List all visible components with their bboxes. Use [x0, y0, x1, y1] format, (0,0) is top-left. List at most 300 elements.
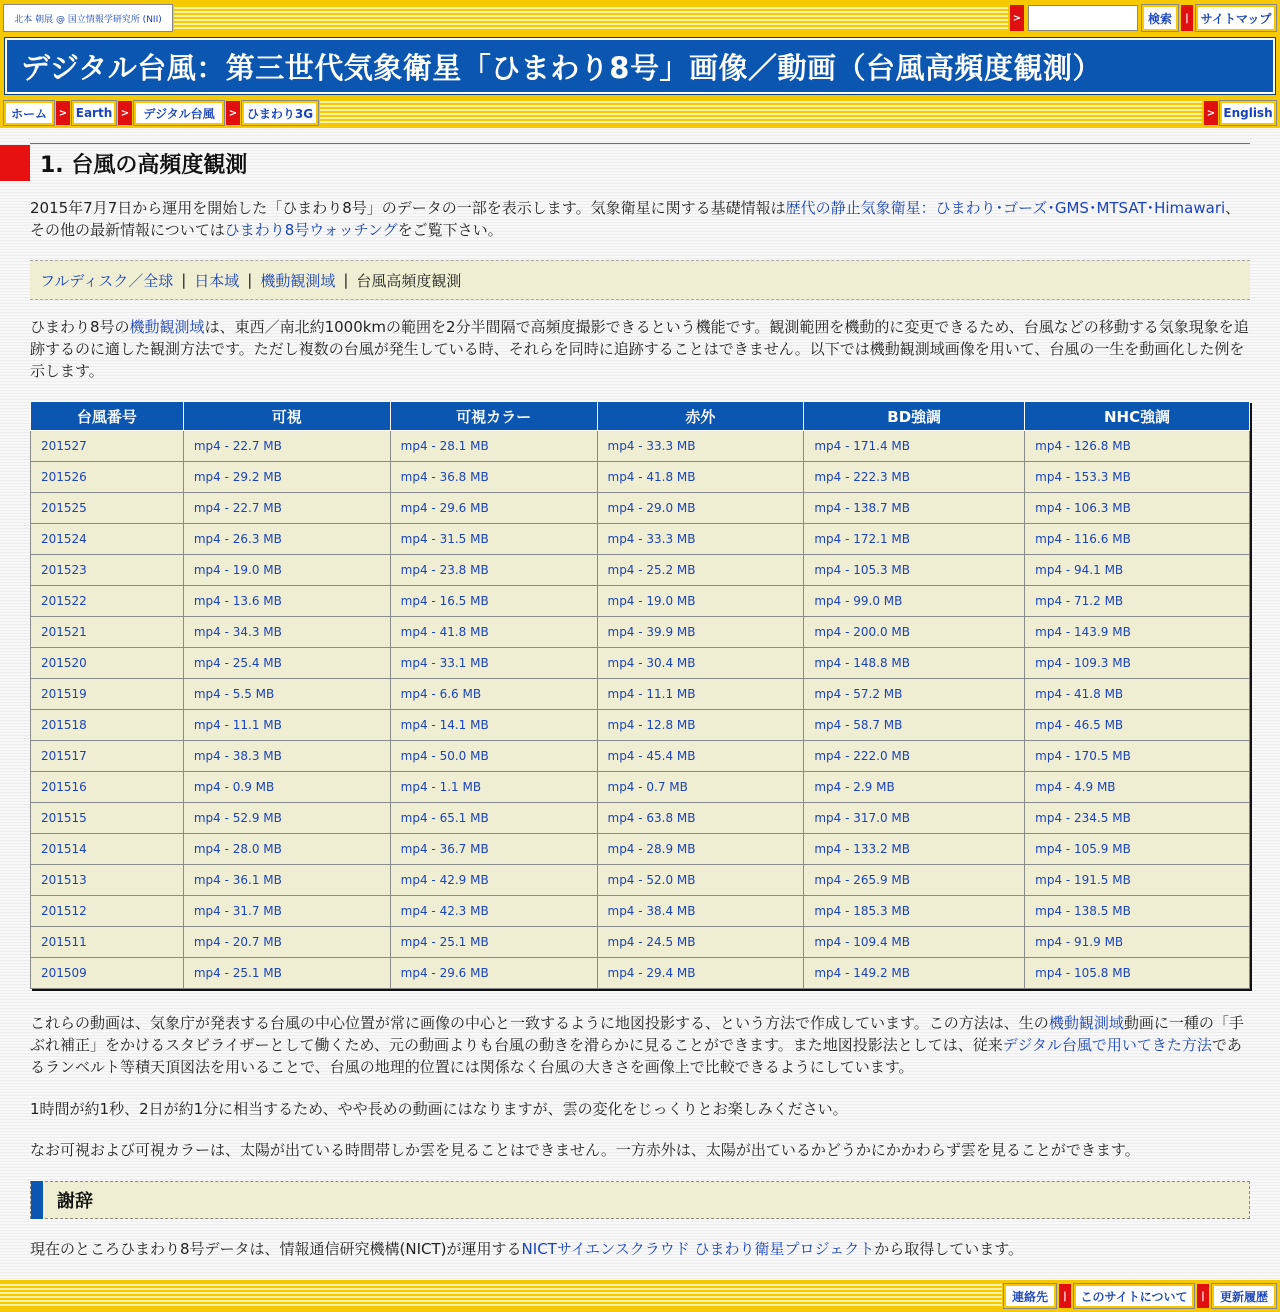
typhoon-number-link[interactable]: 201527: [41, 439, 87, 453]
infrared-video-link[interactable]: mp4 - 39.9 MB: [607, 625, 696, 639]
bd-enhanced-video-link[interactable]: mp4 - 222.3 MB: [814, 470, 910, 484]
nav-fulldisk[interactable]: フルディスク／全球: [40, 271, 174, 290]
table-cell: [597, 958, 804, 989]
table-cell: [183, 617, 390, 648]
table-cell: [31, 865, 184, 896]
table-cell: [183, 710, 390, 741]
table-cell: [390, 524, 597, 555]
target-area-link[interactable]: 機動観測域: [129, 318, 205, 336]
table-cell: [31, 927, 184, 958]
table-cell: [597, 431, 804, 462]
bd-enhanced-video-link[interactable]: mp4 - 149.2 MB: [814, 966, 910, 980]
infrared-video-link[interactable]: mp4 - 19.0 MB: [607, 594, 696, 608]
acknowledgement-title: 謝辞: [57, 1191, 93, 1212]
table-cell: [183, 431, 390, 462]
table-cell: [1025, 524, 1250, 555]
target-area-link[interactable]: 機動観測域: [1048, 1014, 1124, 1032]
table-cell: [31, 431, 184, 462]
intro-paragraph: [30, 197, 1250, 241]
ack-text: 現在のところひまわり8号データは、情報通信研究機構(NICT)が運用する: [30, 1240, 522, 1258]
breadcrumb-arrow-icon: >: [118, 101, 132, 125]
visible-video-link[interactable]: mp4 - 22.7 MB: [193, 501, 282, 515]
table-cell: [390, 431, 597, 462]
typhoon-number-link[interactable]: 201518: [41, 718, 87, 732]
intro-text: 、その他の最新情報については: [30, 199, 1241, 239]
table-cell: [183, 834, 390, 865]
visible-color-video-link[interactable]: mp4 - 31.5 MB: [400, 532, 489, 546]
nhc-enhanced-video-link[interactable]: mp4 - 106.3 MB: [1035, 501, 1131, 515]
table-cell: [804, 679, 1025, 710]
table-row: [31, 431, 1250, 462]
breadcrumb-earth[interactable]: Earth: [72, 101, 116, 125]
topbar-separator: |: [1181, 5, 1193, 31]
table-cell: [804, 865, 1025, 896]
footer: [0, 1280, 1280, 1312]
infrared-video-link[interactable]: mp4 - 38.4 MB: [607, 904, 696, 918]
table-cell: [183, 524, 390, 555]
table-cell: [390, 679, 597, 710]
typhoon-number-link[interactable]: 201511: [41, 935, 87, 949]
header-visible: 可視: [183, 402, 390, 431]
table-row: [31, 462, 1250, 493]
table-cell: [1025, 958, 1250, 989]
table-cell: [1025, 834, 1250, 865]
typhoon-video-table: [30, 401, 1250, 989]
table-cell: [390, 896, 597, 927]
table-cell: [390, 586, 597, 617]
table-cell: [1025, 710, 1250, 741]
table-cell: [183, 586, 390, 617]
table-cell: [183, 462, 390, 493]
bd-enhanced-video-link[interactable]: mp4 - 133.2 MB: [814, 842, 910, 856]
nhc-enhanced-video-link[interactable]: mp4 - 234.5 MB: [1035, 811, 1131, 825]
visible-color-video-link[interactable]: mp4 - 6.6 MB: [400, 687, 482, 701]
acknowledgement-marker: [31, 1181, 43, 1219]
nav-japan[interactable]: 日本域: [194, 271, 240, 290]
infrared-video-link[interactable]: mp4 - 12.8 MB: [607, 718, 696, 732]
table-cell: [597, 927, 804, 958]
projection-method-link[interactable]: デジタル台風で用いてきた方法: [1002, 1036, 1212, 1054]
table-row: [31, 741, 1250, 772]
table-cell: [804, 927, 1025, 958]
table-cell: [597, 493, 804, 524]
table-cell: [597, 896, 804, 927]
table-cell: [597, 524, 804, 555]
typhoon-number-link[interactable]: 201521: [41, 625, 87, 639]
nhc-enhanced-video-link[interactable]: mp4 - 153.3 MB: [1035, 470, 1131, 484]
table-row: [31, 493, 1250, 524]
table-cell: [804, 803, 1025, 834]
visible-video-link[interactable]: mp4 - 19.0 MB: [193, 563, 282, 577]
bd-enhanced-video-link[interactable]: mp4 - 58.7 MB: [814, 718, 903, 732]
table-cell: [597, 555, 804, 586]
ack-text: から取得しています。: [874, 1240, 1024, 1258]
desc-text: ひまわり8号の: [30, 318, 130, 336]
table-cell: [597, 679, 804, 710]
table-cell: [31, 524, 184, 555]
visible-video-link[interactable]: mp4 - 0.9 MB: [193, 780, 275, 794]
nhc-enhanced-video-link[interactable]: mp4 - 138.5 MB: [1035, 904, 1131, 918]
infrared-video-link[interactable]: mp4 - 33.3 MB: [607, 532, 696, 546]
intro-text: 2015年7月7日から運用を開始した「ひまわり8号」のデータの一部を表示します。気象衛星に関する基礎情報は: [30, 199, 786, 217]
author-credit-link[interactable]: 北本 朝展 @ 国立情報学研究所 (NII): [4, 5, 172, 31]
table-cell: [804, 772, 1025, 803]
visible-video-link[interactable]: mp4 - 31.7 MB: [193, 904, 282, 918]
bd-enhanced-video-link[interactable]: mp4 - 99.0 MB: [814, 594, 903, 608]
table-cell: [804, 741, 1025, 772]
visible-video-link[interactable]: mp4 - 34.3 MB: [193, 625, 282, 639]
top-bar-stripes: [174, 5, 1008, 31]
visible-video-link[interactable]: mp4 - 52.9 MB: [193, 811, 282, 825]
table-cell: [183, 741, 390, 772]
table-row: [31, 958, 1250, 989]
table-cell: [597, 772, 804, 803]
breadcrumb-arrow-icon: >: [56, 101, 70, 125]
table-body: [31, 431, 1250, 989]
infrared-video-link[interactable]: mp4 - 29.4 MB: [607, 966, 696, 980]
table-cell: [31, 896, 184, 927]
infrared-video-link[interactable]: mp4 - 28.9 MB: [607, 842, 696, 856]
english-arrow-icon: >: [1204, 101, 1218, 125]
table-cell: [31, 710, 184, 741]
visible-color-video-link[interactable]: mp4 - 1.1 MB: [400, 780, 482, 794]
breadcrumb-arrow-icon: >: [226, 101, 240, 125]
typhoon-number-link[interactable]: 201509: [41, 966, 87, 980]
visible-color-video-link[interactable]: mp4 - 41.8 MB: [400, 625, 489, 639]
breadcrumb: [0, 98, 1280, 128]
visible-video-link[interactable]: mp4 - 38.3 MB: [193, 749, 282, 763]
about-site-button[interactable]: このサイトについて: [1074, 1284, 1194, 1308]
nict-science-cloud-link[interactable]: NICTサイエンスクラウド ひまわり衛星プロジェクト: [521, 1240, 875, 1258]
typhoon-number-link[interactable]: 201524: [41, 532, 87, 546]
visible-color-video-link[interactable]: mp4 - 23.8 MB: [400, 563, 489, 577]
nhc-enhanced-video-link[interactable]: mp4 - 105.8 MB: [1035, 966, 1131, 980]
table-cell: [31, 834, 184, 865]
header-visible-color: 可視カラー: [390, 402, 597, 431]
bd-enhanced-video-link[interactable]: mp4 - 317.0 MB: [814, 811, 910, 825]
table-row: [31, 896, 1250, 927]
description-paragraph: [30, 316, 1250, 382]
table-cell: [31, 586, 184, 617]
table-cell: [1025, 617, 1250, 648]
table-cell: [1025, 741, 1250, 772]
table-cell: [183, 896, 390, 927]
table-cell: [390, 710, 597, 741]
table-cell: [31, 741, 184, 772]
visible-video-link[interactable]: mp4 - 13.6 MB: [193, 594, 282, 608]
bd-enhanced-video-link[interactable]: mp4 - 185.3 MB: [814, 904, 910, 918]
table-cell: [390, 927, 597, 958]
nhc-enhanced-video-link[interactable]: mp4 - 126.8 MB: [1035, 439, 1131, 453]
table-cell: [183, 493, 390, 524]
infrared-video-link[interactable]: mp4 - 45.4 MB: [607, 749, 696, 763]
section-rule: [30, 143, 1250, 144]
table-cell: [1025, 431, 1250, 462]
section-marker: [0, 145, 30, 181]
visible-video-link[interactable]: mp4 - 25.4 MB: [193, 656, 282, 670]
nhc-enhanced-video-link[interactable]: mp4 - 170.5 MB: [1035, 749, 1131, 763]
visibility-paragraph: なお可視および可視カラーは、太陽が出ている時間帯しか雲を見ることはできません。一方赤外は、太陽が出ているかどうかにかかわらず雲を見ることができます。: [30, 1141, 1140, 1159]
bd-enhanced-video-link[interactable]: mp4 - 57.2 MB: [814, 687, 903, 701]
page-title: デジタル台風：第三世代気象衛星「ひまわり8号」画像／動画（台風高頻度観測）: [5, 38, 1275, 94]
contact-button[interactable]: 連絡先: [1004, 1284, 1056, 1308]
infrared-video-link[interactable]: mp4 - 33.3 MB: [607, 439, 696, 453]
satellite-history-link[interactable]: 歴代の静止気象衛星：ひまわり･ゴーズ･GMS･MTSAT･Himawari: [785, 199, 1226, 217]
table-row: [31, 803, 1250, 834]
table-cell: [390, 555, 597, 586]
nhc-enhanced-video-link[interactable]: mp4 - 4.9 MB: [1035, 780, 1116, 794]
bd-enhanced-video-link[interactable]: mp4 - 222.0 MB: [814, 749, 910, 763]
nhc-enhanced-video-link[interactable]: mp4 - 94.1 MB: [1035, 563, 1124, 577]
table-cell: [183, 772, 390, 803]
table-cell: [31, 679, 184, 710]
infrared-video-link[interactable]: mp4 - 41.8 MB: [607, 470, 696, 484]
table-cell: [804, 710, 1025, 741]
table-cell: [31, 493, 184, 524]
table-cell: [390, 772, 597, 803]
title-banner: [0, 36, 1280, 98]
table-cell: [597, 865, 804, 896]
table-cell: [597, 834, 804, 865]
table-cell: [390, 803, 597, 834]
bd-enhanced-video-link[interactable]: mp4 - 171.4 MB: [814, 439, 910, 453]
typhoon-number-link[interactable]: 201523: [41, 563, 87, 577]
typhoon-number-link[interactable]: 201513: [41, 873, 87, 887]
visible-video-link[interactable]: mp4 - 28.0 MB: [193, 842, 282, 856]
typhoon-number-link[interactable]: 201517: [41, 749, 87, 763]
bd-enhanced-video-link[interactable]: mp4 - 148.8 MB: [814, 656, 910, 670]
table-cell: [31, 648, 184, 679]
table-cell: [597, 803, 804, 834]
visible-color-video-link[interactable]: mp4 - 36.8 MB: [400, 470, 489, 484]
update-history-button[interactable]: 更新履歴: [1212, 1284, 1276, 1308]
visible-color-video-link[interactable]: mp4 - 42.9 MB: [400, 873, 489, 887]
table-cell: [31, 958, 184, 989]
table-cell: [804, 958, 1025, 989]
visible-color-video-link[interactable]: mp4 - 65.1 MB: [400, 811, 489, 825]
visible-video-link[interactable]: mp4 - 29.2 MB: [193, 470, 282, 484]
table-cell: [1025, 462, 1250, 493]
infrared-video-link[interactable]: mp4 - 29.0 MB: [607, 501, 696, 515]
table-cell: [390, 617, 597, 648]
search-button[interactable]: 検索: [1142, 5, 1178, 31]
search-input[interactable]: [1028, 5, 1138, 31]
nhc-enhanced-video-link[interactable]: mp4 - 91.9 MB: [1035, 935, 1124, 949]
nav-separator: |: [343, 271, 349, 289]
top-bar: [0, 0, 1280, 36]
table-cell: [1025, 772, 1250, 803]
bd-enhanced-video-link[interactable]: mp4 - 172.1 MB: [814, 532, 910, 546]
english-button[interactable]: English: [1220, 101, 1276, 125]
bd-enhanced-video-link[interactable]: mp4 - 265.9 MB: [814, 873, 910, 887]
typhoon-number-link[interactable]: 201520: [41, 656, 87, 670]
bd-enhanced-video-link[interactable]: mp4 - 2.9 MB: [814, 780, 895, 794]
visible-video-link[interactable]: mp4 - 25.1 MB: [193, 966, 282, 980]
table-cell: [183, 803, 390, 834]
table-row: [31, 648, 1250, 679]
table-cell: [31, 772, 184, 803]
table-cell: [1025, 648, 1250, 679]
header-nhc-enhanced: NHC強調: [1025, 402, 1250, 431]
table-row: [31, 617, 1250, 648]
sitemap-button[interactable]: サイトマップ: [1196, 5, 1276, 31]
visible-video-link[interactable]: mp4 - 20.7 MB: [193, 935, 282, 949]
nhc-enhanced-video-link[interactable]: mp4 - 71.2 MB: [1035, 594, 1124, 608]
table-cell: [390, 865, 597, 896]
nhc-enhanced-video-link[interactable]: mp4 - 46.5 MB: [1035, 718, 1124, 732]
nav-separator: |: [181, 271, 187, 289]
table-row: [31, 865, 1250, 896]
table-cell: [804, 431, 1025, 462]
infrared-video-link[interactable]: mp4 - 30.4 MB: [607, 656, 696, 670]
sub-navigation: [30, 260, 1250, 300]
nhc-enhanced-video-link[interactable]: mp4 - 105.9 MB: [1035, 842, 1131, 856]
typhoon-number-link[interactable]: 201526: [41, 470, 87, 484]
infrared-video-link[interactable]: mp4 - 0.7 MB: [607, 780, 688, 794]
visible-color-video-link[interactable]: mp4 - 36.7 MB: [400, 842, 489, 856]
table-cell: [804, 648, 1025, 679]
table-cell: [1025, 586, 1250, 617]
nhc-enhanced-video-link[interactable]: mp4 - 109.3 MB: [1035, 656, 1131, 670]
table-cell: [31, 617, 184, 648]
table-cell: [804, 493, 1025, 524]
table-cell: [31, 803, 184, 834]
table-cell: [390, 493, 597, 524]
table-cell: [1025, 865, 1250, 896]
visible-color-video-link[interactable]: mp4 - 16.5 MB: [400, 594, 489, 608]
typhoon-number-link[interactable]: 201516: [41, 780, 87, 794]
method-text: 動画に一種の「手ぶれ補正」をかけるスタビライザーとして働くため、元の動画よりも台風の動きを滑らかに見ることができます。また地図投影法としては、従来: [30, 1014, 1244, 1054]
table-cell: [597, 710, 804, 741]
desc-text: は、東西／南北約1000kmの範囲を2分半間隔で高頻度撮影できるという機能です。観測範囲を機動的に変更できるため、台風などの移動する気象現象を追跡するのに適した観測方法です。ただし複数の台風が発生している時、それらを同時に追跡することはできません。以下では機動観測域画像を用いて、台風の一生を動画化した例を示します。: [30, 318, 1249, 380]
footer-separator: |: [1197, 1284, 1209, 1308]
table-header-row: [31, 402, 1250, 431]
visible-color-video-link[interactable]: mp4 - 25.1 MB: [400, 935, 489, 949]
search-arrow-icon: >: [1010, 5, 1024, 31]
typhoon-number-link[interactable]: 201514: [41, 842, 87, 856]
typhoon-number-link[interactable]: 201522: [41, 594, 87, 608]
visible-video-link[interactable]: mp4 - 22.7 MB: [193, 439, 282, 453]
acknowledgement-header: [30, 1181, 1250, 1219]
visible-color-video-link[interactable]: mp4 - 50.0 MB: [400, 749, 489, 763]
typhoon-number-link[interactable]: 201519: [41, 687, 87, 701]
table-row: [31, 927, 1250, 958]
nav-target-area[interactable]: 機動観測域: [260, 271, 336, 290]
infrared-video-link[interactable]: mp4 - 52.0 MB: [607, 873, 696, 887]
header-infrared: 赤外: [597, 402, 804, 431]
table-cell: [597, 617, 804, 648]
header-bd-enhanced: BD強調: [804, 402, 1025, 431]
himawari-watching-link[interactable]: ひまわり8号ウォッチング: [224, 221, 398, 239]
table-cell: [1025, 927, 1250, 958]
table-cell: [804, 586, 1025, 617]
breadcrumb-himawari3g[interactable]: ひまわり3G: [242, 101, 318, 125]
table-cell: [31, 462, 184, 493]
visible-color-video-link[interactable]: mp4 - 29.6 MB: [400, 501, 489, 515]
infrared-video-link[interactable]: mp4 - 63.8 MB: [607, 811, 696, 825]
typhoon-number-link[interactable]: 201525: [41, 501, 87, 515]
table-cell: [390, 462, 597, 493]
table-row: [31, 679, 1250, 710]
table-row: [31, 555, 1250, 586]
acknowledgement-paragraph: [30, 1238, 1250, 1260]
visible-video-link[interactable]: mp4 - 5.5 MB: [193, 687, 275, 701]
method-paragraph: [30, 1012, 1250, 1078]
table-cell: [31, 555, 184, 586]
bd-enhanced-video-link[interactable]: mp4 - 200.0 MB: [814, 625, 910, 639]
table-row: [31, 834, 1250, 865]
speed-paragraph: 1時間が約1秒、2日が約1分に相当するため、やや長めの動画にはなりますが、雲の変化をじっくりとお楽しみください。: [30, 1100, 848, 1118]
table-cell: [804, 555, 1025, 586]
table-row: [31, 710, 1250, 741]
table-cell: [804, 524, 1025, 555]
visible-color-video-link[interactable]: mp4 - 42.3 MB: [400, 904, 489, 918]
visible-video-link[interactable]: mp4 - 36.1 MB: [193, 873, 282, 887]
nhc-enhanced-video-link[interactable]: mp4 - 41.8 MB: [1035, 687, 1124, 701]
table-row: [31, 772, 1250, 803]
breadcrumb-digital-typhoon[interactable]: デジタル台風: [134, 101, 224, 125]
table-cell: [183, 679, 390, 710]
footer-separator: |: [1059, 1284, 1071, 1308]
visible-color-video-link[interactable]: mp4 - 33.1 MB: [400, 656, 489, 670]
method-text: これらの動画は、気象庁が発表する台風の中心位置が常に画像の中心と一致するように地図投影する、という方法で作成しています。この方法は、生の: [30, 1014, 1049, 1032]
bd-enhanced-video-link[interactable]: mp4 - 138.7 MB: [814, 501, 910, 515]
table-row: [31, 586, 1250, 617]
visible-color-video-link[interactable]: mp4 - 28.1 MB: [400, 439, 489, 453]
bd-enhanced-video-link[interactable]: mp4 - 109.4 MB: [814, 935, 910, 949]
table-cell: [183, 648, 390, 679]
breadcrumb-home[interactable]: ホーム: [4, 101, 54, 125]
section-title: 1. 台風の高頻度観測: [40, 153, 248, 178]
infrared-video-link[interactable]: mp4 - 11.1 MB: [607, 687, 696, 701]
nav-separator: |: [247, 271, 253, 289]
breadcrumb-stripes: [320, 101, 1202, 125]
header-typhoon-number: 台風番号: [31, 402, 184, 431]
table-cell: [597, 648, 804, 679]
nav-current: 台風高頻度観測: [356, 271, 462, 290]
table-cell: [1025, 555, 1250, 586]
table-cell: [183, 555, 390, 586]
table-cell: [183, 927, 390, 958]
table-cell: [804, 617, 1025, 648]
table-row: [31, 524, 1250, 555]
visible-video-link[interactable]: mp4 - 11.1 MB: [193, 718, 282, 732]
nhc-enhanced-video-link[interactable]: mp4 - 116.6 MB: [1035, 532, 1131, 546]
table-cell: [390, 648, 597, 679]
visible-video-link[interactable]: mp4 - 26.3 MB: [193, 532, 282, 546]
infrared-video-link[interactable]: mp4 - 25.2 MB: [607, 563, 696, 577]
table-cell: [390, 741, 597, 772]
visible-color-video-link[interactable]: mp4 - 29.6 MB: [400, 966, 489, 980]
typhoon-number-link[interactable]: 201515: [41, 811, 87, 825]
table-cell: [597, 586, 804, 617]
bd-enhanced-video-link[interactable]: mp4 - 105.3 MB: [814, 563, 910, 577]
intro-text: をご覧下さい。: [397, 221, 503, 239]
visible-color-video-link[interactable]: mp4 - 14.1 MB: [400, 718, 489, 732]
table-cell: [804, 834, 1025, 865]
nhc-enhanced-video-link[interactable]: mp4 - 143.9 MB: [1035, 625, 1131, 639]
typhoon-number-link[interactable]: 201512: [41, 904, 87, 918]
footer-stripes: [0, 1284, 1002, 1308]
method-text: であるランベルト等積天頂図法を用いることで、台風の地理的位置には関係なく台風の大きさを画像上で比較できるようにしています。: [30, 1036, 1242, 1076]
table-cell: [597, 462, 804, 493]
nhc-enhanced-video-link[interactable]: mp4 - 191.5 MB: [1035, 873, 1131, 887]
table-cell: [1025, 493, 1250, 524]
infrared-video-link[interactable]: mp4 - 24.5 MB: [607, 935, 696, 949]
table-cell: [183, 865, 390, 896]
table-cell: [1025, 803, 1250, 834]
table-cell: [390, 958, 597, 989]
